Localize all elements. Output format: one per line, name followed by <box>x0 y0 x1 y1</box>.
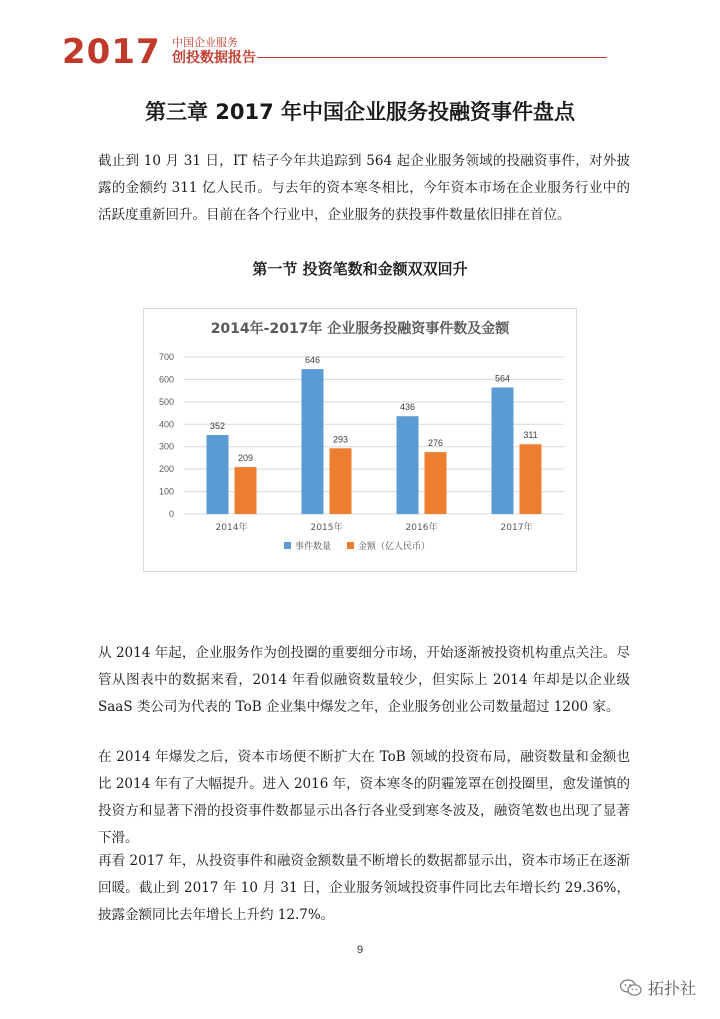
y-tick-label: 700 <box>158 352 174 362</box>
bar-count <box>397 416 419 514</box>
data-label: 293 <box>332 434 349 445</box>
watermark-text: 拓扑社 <box>648 979 697 998</box>
bar-count <box>492 388 514 514</box>
logo-line-2: 创投数据报告 <box>172 50 256 66</box>
logo-subtitle <box>172 36 256 67</box>
legend-label: 金额（亿人民币） <box>358 542 431 552</box>
x-tick-label: 2016年 <box>405 523 438 533</box>
paragraph-1: 从 2014 年起，企业服务作为创投圈的重要细分市场，开始逐渐被投资机构重点关注。尽管从图表中的数据来看，2014 年看似融资数量较少，但实际上 2014 年却是以企业级 SaaS 类公司为代表的 ToB 企业集中爆发之年，企业服务创业公司数量超过 1200 家。 <box>98 645 630 715</box>
chart-title: 2014年-2017年 企业服务投融资事件数及金额 <box>210 321 510 337</box>
data-label: 564 <box>494 373 511 384</box>
y-tick-label: 500 <box>158 396 174 407</box>
bar-amount <box>330 448 352 514</box>
intro-paragraph: 截止到 10 月 31 日，IT 桔子今年共追踪到 564 起企业服务领域的投融资事件，对外披露的金额约 311 亿人民币。与去年的资本寒冬相比，今年资本市场在企业服务行业中的活跃度重新回升。目前在各个行业中，企业服务的获投事件数量依旧排在首位。 <box>98 153 630 223</box>
bar-chart <box>143 308 577 572</box>
bar-count <box>207 435 229 514</box>
data-label: 436 <box>399 402 416 413</box>
header-divider <box>257 57 607 58</box>
legend-swatch <box>284 542 291 549</box>
paragraph-3: 再看 2017 年，从投资事件和融资金额数量不断增长的数据都显示出，资本市场正在逐渐回暖。截止到 2017 年 10 月 31 日，企业服务领域投资事件同比去年增长约 29.36%，披露金额同比去年增长上升约 12.7%。 <box>98 853 630 923</box>
page-number: 9 <box>356 944 364 956</box>
wechat-icon <box>620 979 642 997</box>
section-title: 第一节 投资笔数和金额双双回升 <box>252 260 468 278</box>
y-tick-label: 400 <box>158 419 174 430</box>
data-label: 311 <box>523 430 538 441</box>
y-tick-label: 200 <box>158 464 174 475</box>
data-label: 352 <box>209 421 226 432</box>
data-label: 276 <box>427 438 444 449</box>
x-tick-label: 2017年 <box>500 523 533 533</box>
data-label: 209 <box>237 453 254 464</box>
legend-label: 事件数量 <box>295 542 332 552</box>
chart-canvas <box>144 309 576 571</box>
x-tick-label: 2015年 <box>310 523 343 533</box>
logo-year: 2017 <box>62 32 161 72</box>
y-tick-label: 300 <box>158 441 174 452</box>
data-label: 646 <box>304 355 321 366</box>
y-tick-label: 0 <box>168 509 174 519</box>
bar-amount <box>425 452 447 514</box>
paragraph-2: 在 2014 年爆发之后，资本市场便不断扩大在 ToB 领域的投资布局，融资数量和金额也比 2014 年有了大幅提升。进入 2016 年，资本寒冬的阴霾笼罩在创投圈里，愈发谨慎的投资方和显著下滑的投资事件数都显示出各行各业受到寒冬波及，融资笔数也出现了显著下滑。 <box>98 749 630 846</box>
bar-amount <box>520 444 542 514</box>
report-header <box>62 30 622 76</box>
legend-swatch <box>347 542 354 549</box>
logo-line-1: 中国企业服务 <box>172 36 238 49</box>
watermark <box>620 976 696 999</box>
bar-count <box>302 369 324 514</box>
chapter-title: 第三章 2017 年中国企业服务投融资事件盘点 <box>144 100 576 124</box>
y-tick-label: 100 <box>158 486 174 497</box>
x-tick-label: 2014年 <box>215 523 248 533</box>
bar-amount <box>235 467 257 514</box>
y-tick-label: 600 <box>158 374 174 385</box>
